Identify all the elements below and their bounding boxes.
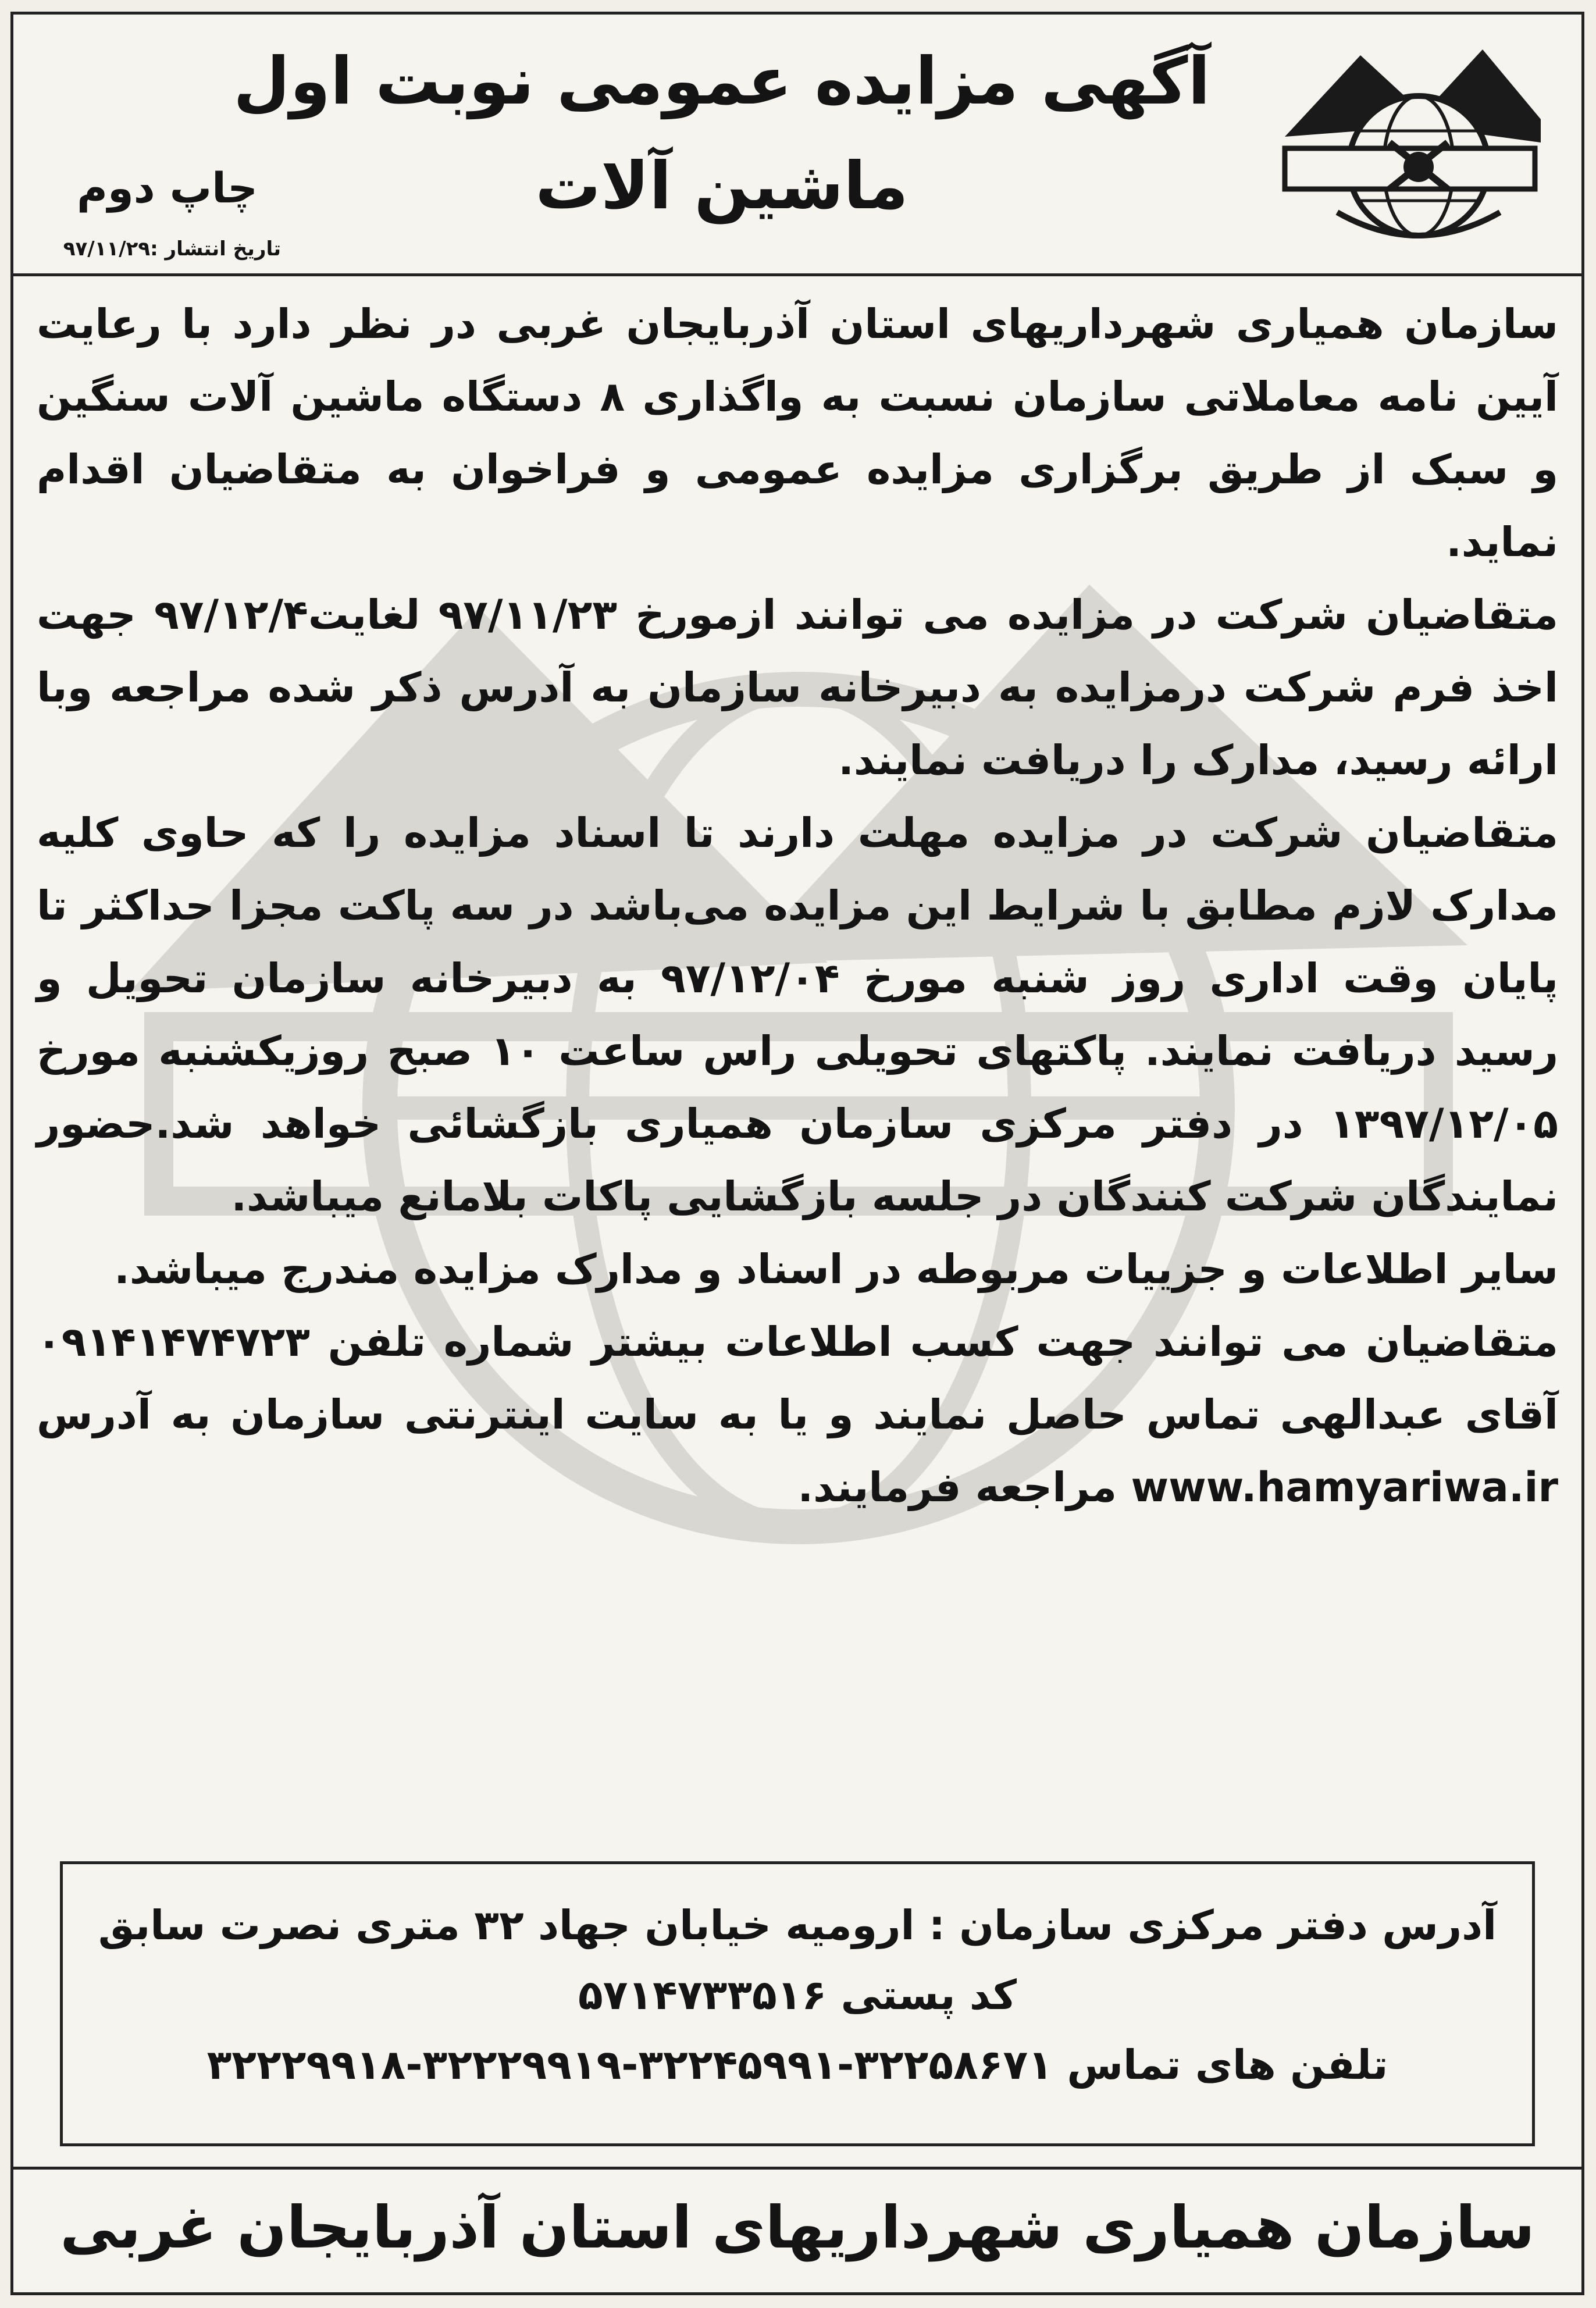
print-edition-label: چاپ دوم <box>77 163 258 212</box>
postal-code: کد پستی ۵۷۱۴۷۳۳۵۱۶ <box>578 1971 1017 2019</box>
office-address: آدرس دفتر مرکزی سازمان : ارومیه خیابان جهاد ۳۲ متری نصرت سابق <box>98 1901 1497 1949</box>
page-title: آگهی مزایده عمومی نوبت اول <box>233 44 1210 119</box>
announcement-body <box>37 288 1558 1524</box>
contact-phones: تلفن های تماس ۳۲۲۵۸۶۷۱-۳۲۲۴۵۹۹۱-۳۲۲۲۹۹۱۹-۳۲۲۲۹۹۱۸ <box>206 2041 1388 2089</box>
paragraph-form-collection: متقاضیان شرکت در مزایده می توانند ازمورخ ۹۷/۱۱/۲۳ لغایت۹۷/۱۲/۴ جهت اخذ فرم شرکت درمزایده به دبیرخانه سازمان به آدرس ذکر شده مراجعه وبا ارائه رسید، مدارک را دریافت نمایند. <box>37 591 1558 784</box>
paragraph-other-info: سایر اطلاعات و جزییات مربوطه در اسناد و مدارک مزایده مندرج میباشد. <box>114 1245 1558 1293</box>
advertisement-sheet <box>10 12 1584 2295</box>
paragraph-intro: سازمان همیاری شهرداریهای استان آذربایجان غربی در نظر دارد با رعایت آیین نامه معاملاتی سازمان نسبت به واگذاری ۸ دستگاه ماشین آلات سنگین و سبک از طریق برگزاری مزایده عمومی و فراخوان به متقاضیان اقدام نماید. <box>37 300 1559 566</box>
publish-date: تاریخ انتشار :۹۷/۱۱/۲۹ <box>63 237 281 261</box>
footer-organization-name: سازمان همیاری شهرداریهای استان آذربایجان غربی <box>13 2167 1581 2298</box>
municipalities-cooperation-organization-logo-icon <box>1273 38 1547 259</box>
page-subtitle: ماشین آلات <box>535 148 909 224</box>
header <box>13 15 1581 276</box>
address-box <box>60 1861 1535 2146</box>
paragraph-submission: متقاضیان شرکت در مزایده مهلت دارند تا اسناد مزایده را که حاوی کلیه مدارک لازم مطابق با شرایط این مزایده می‌باشد در سه پاکت مجزا حداکثر تا پایان وقت اداری روز شنبه مورخ ۹۷/۱۲/۰۴ به دبیرخانه سازمان تحویل و رسید دریافت نمایند. پاکتهای تحویلی راس ساعت ۱۰ صبح روزیکشنبه مورخ ۱۳۹۷/۱۲/۰۵ در دفتر مرکزی سازمان همیاری بازگشائی خواهد شد.حضور نمایندگان شرکت کنندگان در جلسه بازگشایی پاکات بلامانع میباشد. <box>37 809 1558 1220</box>
paragraph-contact: متقاضیان می توانند جهت کسب اطلاعات بیشتر شماره تلفن ۰۹۱۴۱۴۷۴۷۲۳ آقای عبدالهی تماس حاصل نمایند و یا به سایت اینترنتی سازمان به آدرس www.hamyariwa.ir مراجعه فرمایند. <box>37 1318 1558 1511</box>
